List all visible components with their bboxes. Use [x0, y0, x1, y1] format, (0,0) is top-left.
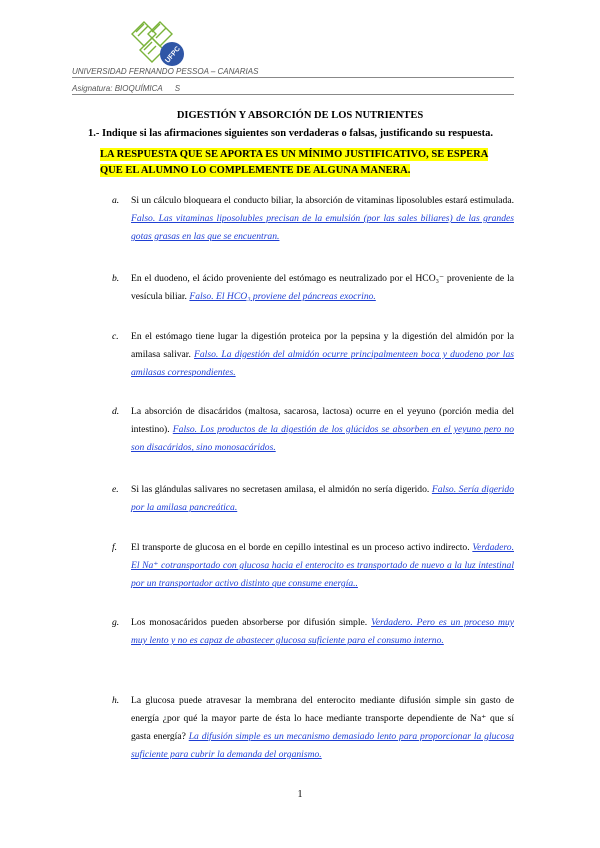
item-answer: Falso. El HCO₃ proviene del páncreas exocrino.: [189, 291, 376, 302]
item-answer: Falso. Los productos de la digestión de los glúcidos se absorben en el yeyuno pero no son disacáridos, sino monosacáridos.: [131, 424, 514, 453]
list-item: [112, 614, 514, 650]
header-subject-suffix: S: [174, 84, 181, 93]
header-subject: [72, 84, 514, 95]
list-item: [112, 403, 514, 457]
question-heading: 1.- Indique si las afirmaciones siguientes son verdaderas o falsas, justificando su respuesta.: [88, 128, 493, 139]
item-answer: Verdadero. Pero es un proceso muy muy lento y no es capaz de abastecer glucosa suficiente para el consumo interno.: [131, 617, 515, 646]
item-answer: Verdadero. El Na⁺ cotransportado con glucosa hacia el enterocito es transportado de nuevo a la luz intestinal por un transportador activo distinto que consume energía..: [131, 542, 514, 589]
item-label: f.: [112, 542, 118, 553]
list-item: [112, 481, 514, 517]
svg-text:UFPC: UFPC: [164, 45, 182, 65]
list-item: [112, 692, 514, 764]
item-answer: Falso. Las vitaminas liposolubles precisan de la emulsión (por las sales biliares) de las grandes gotas grasas en las que se encuentran.: [131, 213, 514, 242]
list-item: [112, 192, 514, 246]
item-label: d.: [112, 406, 120, 417]
item-label: g.: [112, 617, 120, 628]
highlight-note-line2: QUE EL ALUMNO LO COMPLEMENTE DE ALGUNA MANERA.: [100, 165, 411, 176]
item-statement: En el duodeno, el ácido proveniente del estómago es neutralizado por el HCO₃⁻ proveniente de la vesícula biliar.: [131, 273, 514, 302]
page-number: 1: [297, 789, 303, 800]
university-logo: [126, 14, 190, 72]
item-statement: Si un cálculo bloqueara el conducto biliar, la absorción de vitaminas liposolubles estará estimulada.: [131, 195, 514, 206]
item-answer: Falso. Sería digerido por la amilasa pancreática.: [131, 484, 515, 513]
item-statement: En el estómago tiene lugar la digestión proteica por la pepsina y la digestión del almidón por la amilasa salivar.: [131, 331, 514, 360]
item-label: e.: [112, 484, 119, 495]
list-item: [112, 539, 514, 593]
item-label: b.: [112, 273, 120, 284]
highlight-note-line1: LA RESPUESTA QUE SE APORTA ES UN MÍNIMO JUSTIFICATIVO, SE ESPERA: [100, 149, 489, 160]
list-item: [112, 270, 514, 306]
item-statement: La glucosa puede atravesar la membrana del enterocito mediante difusión simple sin gasto de energía ¿por qué la mayor parte de ésta lo hace mediante transporte dependiente de Na⁺ que sí gasta energía?: [131, 695, 514, 742]
header-subject-text: Asignatura: BIOQUÍMICA: [72, 84, 163, 93]
item-statement: La absorción de disacáridos (maltosa, sacarosa, lactosa) ocurre en el yeyuno (porción media del intestino).: [131, 406, 514, 435]
item-label: h.: [112, 695, 120, 706]
item-label: c.: [112, 331, 119, 342]
page-title: DIGESTIÓN Y ABSORCIÓN DE LOS NUTRIENTES: [176, 110, 424, 121]
item-answer: Falso. La digestión del almidón ocurre principalmenteen boca y duodeno por las amilasas correspondientes.: [131, 349, 515, 378]
item-label: a.: [112, 195, 120, 206]
item-statement: Si las glándulas salivares no secretasen amilasa, el almidón no sería digerido.: [131, 484, 432, 495]
item-statement: Los monosacáridos pueden absorberse por difusión simple.: [131, 617, 372, 628]
list-item: [112, 328, 514, 382]
item-statement: El transporte de glucosa en el borde en cepillo intestinal es un proceso activo indirecto.: [131, 542, 473, 553]
item-answer: La difusión simple es un mecanismo demasiado lento para proporcionar la glucosa suficiente para cubrir la demanda del organismo.: [131, 731, 514, 760]
header-university: UNIVERSIDAD FERNANDO PESSOA – CANARIAS: [72, 67, 514, 78]
